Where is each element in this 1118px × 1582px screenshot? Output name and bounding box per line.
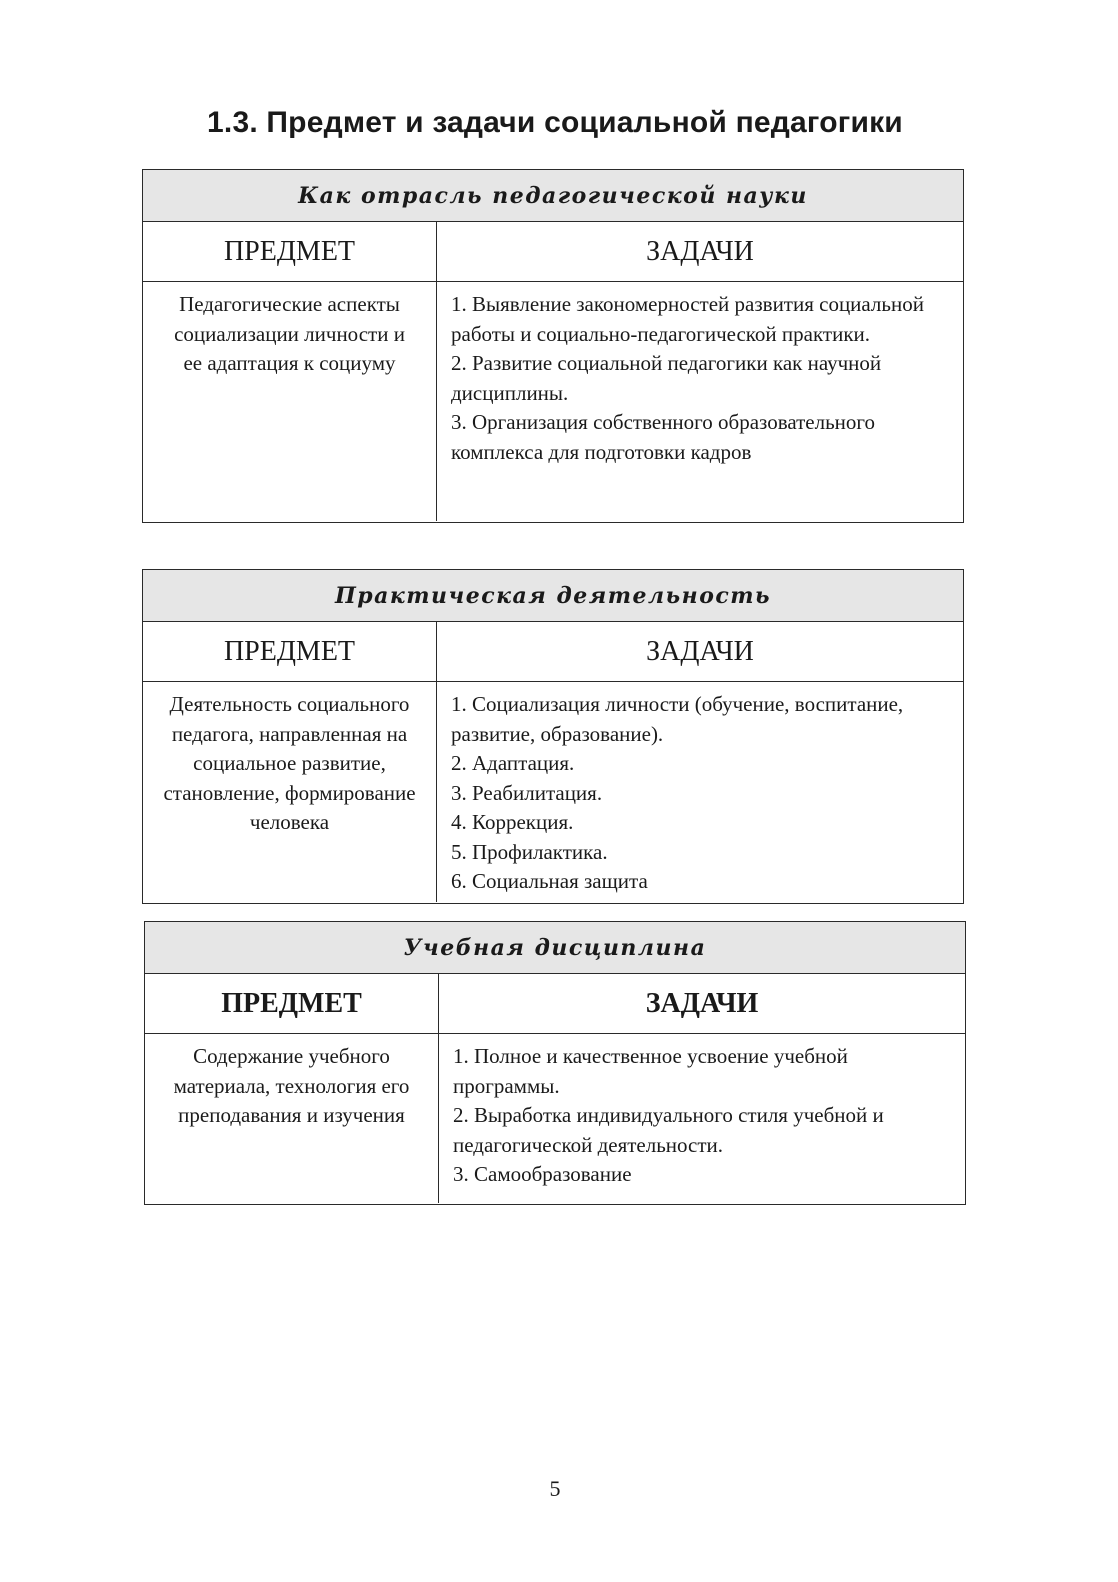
table-header: Учебная дисциплина [145, 922, 965, 974]
tasks-column-header: ЗАДАЧИ [646, 635, 754, 667]
subject-cell: Содержание учебного материала, технология его преподавания и изучения [145, 1034, 439, 1203]
task-item: 6. Социальная защита [451, 869, 648, 893]
table-row [143, 682, 963, 902]
task-item: 1. Выявление закономерностей развития социальной работы и социально-педагогической практики. [451, 292, 924, 346]
table-header: Практическая деятельность [143, 570, 963, 622]
task-item: 3. Реабилитация. [451, 780, 603, 805]
table-practical-activity [142, 569, 964, 904]
table-row [145, 1034, 965, 1203]
table-row [143, 282, 963, 521]
tasks-column-header: ЗАДАЧИ [646, 235, 754, 267]
task-item: 3. Самообразование [453, 1162, 632, 1186]
subject-cell: Деятельность социального педагога, направленная на социальное развитие, становление, формирование человека [143, 682, 437, 902]
table-academic-discipline [144, 921, 966, 1205]
column-headers [145, 974, 965, 1034]
task-item: 3. Организация собственного образовательного комплекса для подготовки кадров [451, 410, 875, 464]
subject-cell: Педагогические аспекты социализации личности и ее адаптация к социуму [143, 282, 437, 521]
tasks-cell [437, 682, 963, 902]
tasks-cell [437, 282, 963, 521]
table-header: Как отрасль педагогической науки [143, 170, 963, 222]
tasks-cell [439, 1034, 965, 1203]
task-item: 1. Социализация личности (обучение, воспитание, развитие, образование). [451, 692, 904, 746]
column-headers [143, 622, 963, 682]
page-title: 1.3. Предмет и задачи социальной педагогики [207, 106, 903, 139]
column-headers [143, 222, 963, 282]
subject-column-header: ПРЕДМЕТ [145, 974, 439, 1033]
subject-column-header: ПРЕДМЕТ [143, 622, 437, 681]
task-item: 4. Коррекция. [451, 810, 574, 834]
task-item: 2. Развитие социальной педагогики как научной дисциплины. [451, 351, 882, 405]
table-pedagogical-science [142, 169, 964, 523]
task-item: 1. Полное и качественное усвоение учебной программы. [453, 1044, 848, 1098]
task-item: 2. Выработка индивидуального стиля учебной и педагогической деятельности. [453, 1103, 884, 1157]
tasks-column-header: ЗАДАЧИ [645, 987, 759, 1019]
task-item: 2. Адаптация. [451, 751, 575, 775]
page-number: 5 [549, 1476, 561, 1501]
task-item: 5. Профилактика. [451, 839, 608, 864]
subject-column-header: ПРЕДМЕТ [143, 222, 437, 281]
